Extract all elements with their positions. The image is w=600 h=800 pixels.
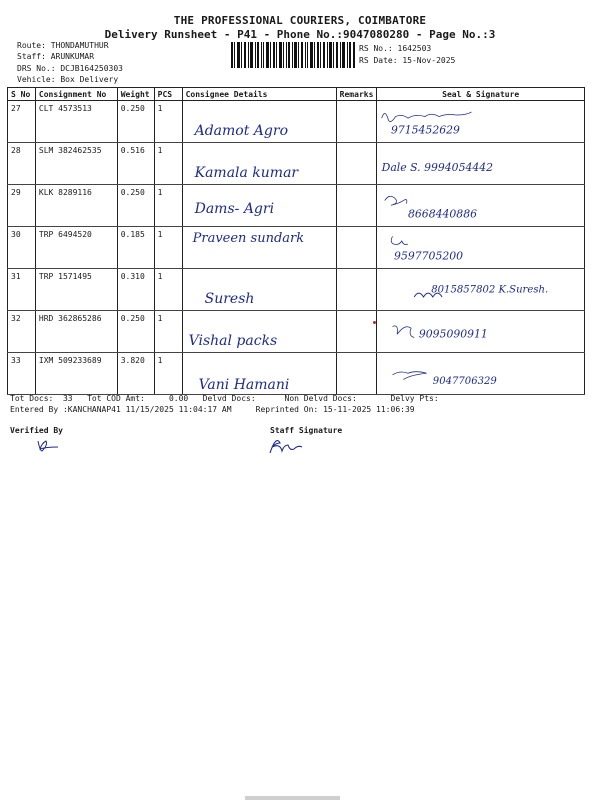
signature-text: 9715452629 bbox=[391, 123, 461, 137]
cell-weight: 0.516 bbox=[117, 143, 154, 185]
cell-remarks bbox=[336, 227, 377, 269]
runsheet-table bbox=[7, 87, 585, 395]
cell-pcs: 1 bbox=[154, 227, 182, 269]
signature-scribble bbox=[377, 311, 532, 353]
signature-scribble bbox=[377, 353, 532, 395]
cell-weight: 0.310 bbox=[117, 269, 154, 311]
signature-scribble bbox=[377, 227, 532, 269]
cell-weight: 0.185 bbox=[117, 227, 154, 269]
consignee-handwriting: Vani Hamani bbox=[198, 377, 290, 393]
cell-remarks bbox=[336, 269, 377, 311]
table-header-row bbox=[8, 88, 585, 101]
cell-weight: 0.250 bbox=[117, 185, 154, 227]
cell-pcs: 1 bbox=[154, 101, 182, 143]
cell-consignment: TRP 1571495 bbox=[35, 269, 117, 311]
totals-line: Tot Docs: 33 Tot COD Amt: 0.00 Delvd Docs: Non Delvd Docs: Delvy Pts: bbox=[10, 394, 439, 403]
cell-weight: 0.250 bbox=[117, 101, 154, 143]
signature-scribble bbox=[377, 101, 532, 143]
cell-pcs: 1 bbox=[154, 185, 182, 227]
table-row bbox=[8, 311, 585, 353]
cell-remarks bbox=[336, 143, 377, 185]
cell-sno: 28 bbox=[8, 143, 36, 185]
route-label: Route: THONDAMUTHUR bbox=[17, 41, 109, 50]
cell-signature bbox=[377, 185, 585, 227]
signature-scribble bbox=[377, 269, 549, 311]
table-row bbox=[8, 143, 585, 185]
cell-sno: 31 bbox=[8, 269, 36, 311]
consignee-handwriting: Praveen sundark bbox=[192, 231, 305, 246]
cell-weight: 0.250 bbox=[117, 311, 154, 353]
signature-text: Dale S. 9994054442 bbox=[382, 160, 494, 174]
col-consignment: Consignment No bbox=[35, 88, 117, 101]
cell-consignee bbox=[182, 101, 336, 143]
cell-signature bbox=[377, 101, 585, 143]
consignee-handwriting: Adamot Agro bbox=[194, 123, 289, 139]
signature-text: 8668440886 bbox=[408, 207, 478, 221]
cell-pcs: 1 bbox=[154, 353, 182, 395]
cell-signature bbox=[377, 311, 585, 353]
col-sno: S No bbox=[8, 88, 36, 101]
cell-weight: 3.820 bbox=[117, 353, 154, 395]
cell-pcs: 1 bbox=[154, 269, 182, 311]
table-row bbox=[8, 185, 585, 227]
cell-remarks bbox=[336, 185, 377, 227]
signature-text: 9047706329 bbox=[433, 376, 498, 388]
table-row bbox=[8, 101, 585, 143]
cell-signature bbox=[377, 353, 585, 395]
cell-consignment: KLK 8289116 bbox=[35, 185, 117, 227]
consignee-handwriting: Vishal packs bbox=[188, 333, 278, 349]
staff-label: Staff: ARUNKUMAR bbox=[17, 52, 95, 61]
drs-number: DRS No.: DCJB164250303 bbox=[17, 64, 123, 73]
cell-consignment: IXM 509233689 bbox=[35, 353, 117, 395]
col-remarks: Remarks bbox=[336, 88, 377, 101]
rs-date: RS Date: 15-Nov-2025 bbox=[359, 56, 456, 65]
cell-signature bbox=[377, 269, 585, 311]
cell-consignee bbox=[182, 353, 336, 395]
signature-text: 9095090911 bbox=[419, 327, 489, 341]
col-pcs: PCS bbox=[154, 88, 182, 101]
cell-sno: 30 bbox=[8, 227, 36, 269]
cell-consignment: HRD 362865286 bbox=[35, 311, 117, 353]
cell-remarks bbox=[336, 101, 377, 143]
col-weight: Weight bbox=[117, 88, 154, 101]
cell-consignment: SLM 382462535 bbox=[35, 143, 117, 185]
consignee-handwriting: Suresh bbox=[204, 291, 255, 307]
cell-signature bbox=[377, 227, 585, 269]
cell-consignee bbox=[182, 269, 336, 311]
cell-remarks bbox=[336, 311, 377, 353]
verifier-signature bbox=[34, 437, 64, 455]
staff-signature-label: Staff Signature bbox=[270, 426, 343, 435]
consignee-handwriting: Kamala kumar bbox=[194, 165, 299, 181]
cell-consignment: TRP 6494520 bbox=[35, 227, 117, 269]
cell-sno: 32 bbox=[8, 311, 36, 353]
red-ink-mark bbox=[373, 321, 376, 324]
signature-text: 9597705200 bbox=[394, 249, 464, 263]
cell-remarks bbox=[336, 353, 377, 395]
cell-signature bbox=[377, 143, 585, 185]
col-consignee: Consignee Details bbox=[182, 88, 336, 101]
signature-text: 8015857802 K.Suresh. bbox=[431, 284, 549, 296]
vehicle-label: Vehicle: Box Delivery bbox=[17, 75, 119, 84]
cell-sno: 27 bbox=[8, 101, 36, 143]
verified-by-label: Verified By bbox=[10, 426, 63, 435]
company-title: THE PROFESSIONAL COURIERS, COIMBATORE bbox=[173, 14, 427, 27]
col-seal-signature: Seal & Signature bbox=[377, 88, 585, 101]
cell-consignee bbox=[182, 227, 336, 269]
table-row bbox=[8, 353, 585, 395]
runsheet-subtitle: Delivery Runsheet - P41 - Phone No.:9047080280 - Page No.:3 bbox=[104, 28, 496, 41]
rs-number: RS No.: 1642503 bbox=[359, 44, 432, 53]
signature-scribble bbox=[377, 143, 532, 185]
signature-scribble bbox=[377, 185, 532, 227]
cell-consignee bbox=[182, 311, 336, 353]
table-row bbox=[8, 227, 585, 269]
staff-signature bbox=[266, 437, 306, 457]
entered-by-line: Entered By :KANCHANAP41 11/15/2025 11:04:17 AM Reprinted On: 15-11-2025 11:06:39 bbox=[10, 405, 415, 414]
cell-consignee bbox=[182, 185, 336, 227]
table-row bbox=[8, 269, 585, 311]
cell-pcs: 1 bbox=[154, 143, 182, 185]
cell-pcs: 1 bbox=[154, 311, 182, 353]
scan-smudge bbox=[245, 796, 340, 800]
cell-sno: 29 bbox=[8, 185, 36, 227]
cell-consignee bbox=[182, 143, 336, 185]
consignee-handwriting: Dams- Agri bbox=[194, 201, 275, 217]
barcode bbox=[231, 42, 355, 68]
cell-sno: 33 bbox=[8, 353, 36, 395]
cell-consignment: CLT 4573513 bbox=[35, 101, 117, 143]
